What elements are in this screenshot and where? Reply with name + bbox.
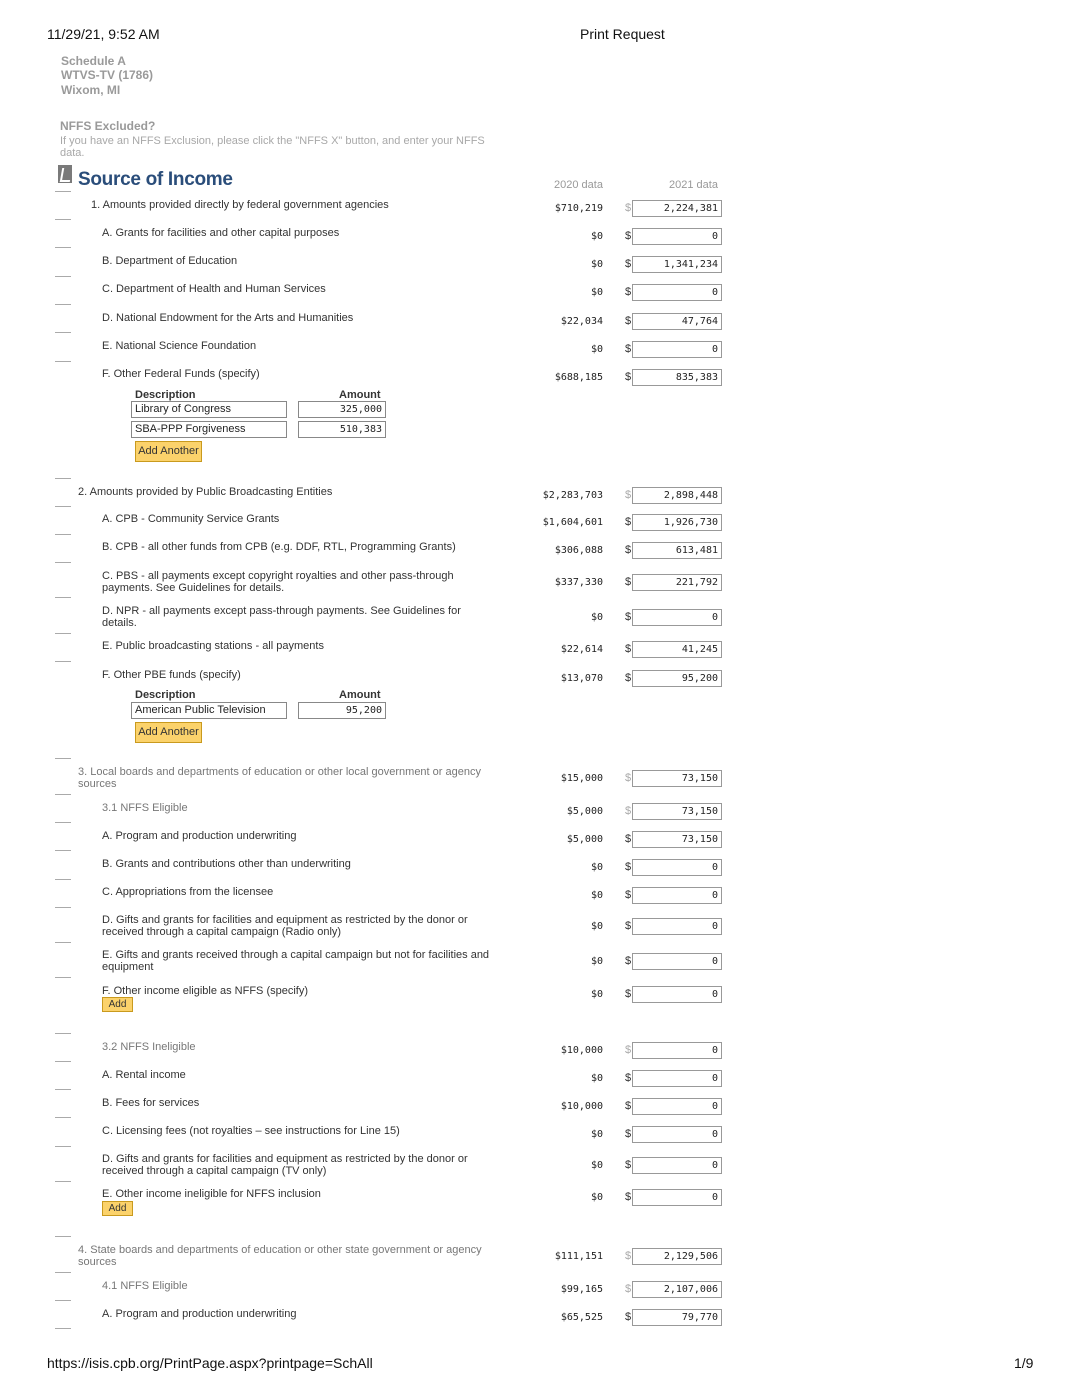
pbe-amount-input-1[interactable]: 95,200 [298,702,386,719]
dollar-sign: $ [625,371,632,383]
dollar-sign: $ [625,833,632,845]
add-nffs-eligible-button[interactable]: Add [102,997,133,1012]
value-2020: $111,151 [554,1251,603,1262]
value-2020: $0 [590,1192,603,1203]
value-2020: $0 [590,1129,603,1140]
dollar-sign: $ [625,343,632,355]
value-2020: $0 [590,1073,603,1084]
dollar-sign: $ [625,1159,632,1171]
row-label: A. Rental income [102,1069,186,1081]
value-2020: $306,088 [554,545,603,556]
dollar-sign: $ [625,286,632,298]
print-datetime: 11/29/21, 9:52 AM [47,26,160,42]
value-2021-input[interactable]: 221,792 [632,574,722,591]
row-label: F. Other Federal Funds (specify) [102,368,260,380]
value-2020: $65,525 [560,1312,603,1323]
value-2020: $0 [590,956,603,967]
value-2021-input[interactable]: 0 [632,918,722,935]
value-2020: $5,000 [566,806,603,817]
pbe-amount-header: Amount [339,689,381,701]
row-collapse-marker [55,977,71,978]
schedule-label: Schedule A [61,54,126,68]
page-number: 1/9 [1014,1355,1034,1371]
value-2020: $0 [590,1160,603,1171]
value-2021-input[interactable]: 1,341,234 [632,256,722,273]
row-label: B. CPB - all other funds from CPB (e.g. DDF, RTL, Programming Grants) [102,541,456,553]
row-collapse-marker [55,1272,71,1273]
row-collapse-marker [55,304,71,305]
federal-desc-header: Description [135,389,196,401]
row-label: 3. Local boards and departments of education or other local government or agency sources [78,766,481,790]
row-label: E. National Science Foundation [102,340,257,352]
value-2021-input[interactable]: 0 [632,986,722,1003]
dollar-sign: $ [625,489,632,501]
row-label: 4.1 NFFS Eligible [102,1280,188,1292]
row-label: D. Gifts and grants for facilities and equipment as restricted by the donor or received through a capital campaign (TV only) [102,1153,468,1177]
row-label: 3.1 NFFS Eligible [102,802,188,814]
value-2021-input[interactable]: 2,129,506 [632,1248,722,1265]
row-collapse-marker [55,661,71,662]
value-2020: $0 [590,921,603,932]
dollar-sign: $ [625,1283,632,1295]
dollar-sign: $ [625,889,632,901]
row-label: 1. Amounts provided directly by federal government agencies [91,199,389,211]
dollar-sign: $ [625,861,632,873]
row-label: A. Program and production underwriting [102,830,297,842]
value-2020: $10,000 [560,1101,603,1112]
row-label: D. Gifts and grants for facilities and equipment as restricted by the donor or received through a capital campaign (Radio only) [102,914,468,938]
row-collapse-marker [55,633,71,634]
value-2020: $22,034 [560,316,603,327]
row-label: B. Fees for services [102,1097,200,1109]
value-2021-input[interactable]: 95,200 [632,670,722,687]
row-label: F. Other income eligible as NFFS (specify) [102,985,309,997]
value-2021-input[interactable]: 79,770 [632,1309,722,1326]
row-collapse-marker [55,1089,71,1090]
value-2021-input[interactable]: 2,107,006 [632,1281,722,1298]
add-another-pbe-button[interactable]: Add Another [135,722,202,743]
row-label: C. Department of Health and Human Services [102,283,326,295]
value-2021-input[interactable]: 0 [632,1042,722,1059]
column-header-2021: 2021 data [669,179,718,191]
row-collapse-marker [55,219,71,220]
dollar-sign: $ [625,516,632,528]
value-2021-input[interactable]: 73,150 [632,831,722,848]
dollar-sign: $ [625,202,632,214]
value-2020: $22,614 [560,644,603,655]
print-url: https://isis.cpb.org/PrintPage.aspx?printpage=SchAll [47,1355,373,1371]
value-2020: $0 [590,989,603,1000]
value-2020: $0 [590,344,603,355]
row-label: E. Gifts and grants received through a capital campaign but not for facilities and equipment [102,949,490,973]
column-header-2020: 2020 data [554,179,603,191]
value-2021-input[interactable]: 613,481 [632,542,722,559]
row-collapse-marker [55,1117,71,1118]
row-collapse-marker [55,247,71,248]
dollar-sign: $ [625,230,632,242]
value-2021-input[interactable]: 0 [632,859,722,876]
pbe-desc-input-1[interactable]: American Public Television [131,702,287,719]
row-label: B. Department of Education [102,255,238,267]
row-collapse-marker [55,478,71,479]
row-label: 3.2 NFFS Ineligible [102,1041,196,1053]
dollar-sign: $ [625,1044,632,1056]
dollar-sign: $ [625,1311,632,1323]
row-label: D. National Endowment for the Arts and Humanities [102,312,354,324]
dollar-sign: $ [625,643,632,655]
value-2020: $0 [590,612,603,623]
value-2021-input[interactable]: 0 [632,228,722,245]
nffs-excluded-question: NFFS Excluded? [60,119,156,133]
row-collapse-marker [55,1300,71,1301]
row-collapse-marker [55,850,71,851]
row-collapse-marker [55,562,71,563]
dollar-sign: $ [625,955,632,967]
value-2021-input[interactable]: 41,245 [632,641,722,658]
row-label: E. Other income ineligible for NFFS inclusion [102,1188,321,1200]
row-label: C. PBS - all payments except copyright royalties and other pass-through payments. See Guidelines for details. [102,570,454,594]
pbe-desc-header: Description [135,689,196,701]
federal-amount-input-1[interactable]: 325,000 [298,401,386,418]
row-collapse-marker [55,1033,71,1034]
row-collapse-marker [55,506,71,507]
value-2020: $15,000 [560,773,603,784]
row-collapse-marker [55,1328,71,1329]
value-2021-input[interactable]: 2,224,381 [632,200,722,217]
dollar-sign: $ [625,544,632,556]
value-2020: $99,165 [560,1284,603,1295]
value-2021-input[interactable]: 0 [632,341,722,358]
dollar-sign: $ [625,1250,632,1262]
dollar-sign: $ [625,672,632,684]
dollar-sign: $ [625,258,632,270]
value-2021-input[interactable]: 47,764 [632,313,722,330]
row-label: C. Licensing fees (not royalties – see instructions for Line 15) [102,1125,400,1137]
dollar-sign: $ [625,1100,632,1112]
value-2021-input[interactable]: 0 [632,953,722,970]
federal-desc-input-1[interactable]: Library of Congress [131,401,287,418]
row-collapse-marker [55,361,71,362]
dollar-sign: $ [625,988,632,1000]
row-collapse-marker [55,276,71,277]
value-2021-input[interactable]: 0 [632,1070,722,1087]
row-collapse-marker [55,332,71,333]
row-collapse-marker [55,1236,71,1237]
federal-amount-input-2[interactable]: 510,383 [298,421,386,438]
row-collapse-marker [55,794,71,795]
row-label: 2. Amounts provided by Public Broadcasting Entities [78,486,333,498]
value-2020: $1,604,601 [542,517,603,528]
row-label: D. NPR - all payments except pass-through payments. See Guidelines for details. [102,605,461,629]
dollar-sign: $ [625,611,632,623]
section-title: Source of Income [78,169,233,190]
value-2020: $5,000 [566,834,603,845]
row-collapse-marker [55,879,71,880]
row-collapse-marker [55,822,71,823]
row-label: E. Public broadcasting stations - all payments [102,640,324,652]
value-2021-input[interactable]: 835,383 [632,369,722,386]
value-2020: $13,070 [560,673,603,684]
row-collapse-marker [55,942,71,943]
value-2020: $0 [590,862,603,873]
row-collapse-marker [55,191,71,192]
row-collapse-marker [55,1146,71,1147]
value-2020: $0 [590,890,603,901]
value-2021-input[interactable]: 0 [632,1157,722,1174]
dollar-sign: $ [625,315,632,327]
value-2020: $0 [590,287,603,298]
nffs-exclusion-note: If you have an NFFS Exclusion, please click the "NFFS X" button, and enter your NFFS data. [60,135,485,159]
value-2020: $2,283,703 [542,490,603,501]
value-2020: $337,330 [554,577,603,588]
add-nffs-ineligible-button[interactable]: Add [102,1201,133,1216]
value-2021-input[interactable]: 0 [632,1098,722,1115]
value-2021-input[interactable]: 0 [632,1126,722,1143]
print-page-title: Print Request [580,26,665,42]
value-2020: $0 [590,231,603,242]
value-2021-input[interactable]: 73,150 [632,803,722,820]
row-label: C. Appropriations from the licensee [102,886,274,898]
add-another-federal-button[interactable]: Add Another [135,441,202,462]
dollar-sign: $ [625,772,632,784]
dollar-sign: $ [625,1072,632,1084]
row-label: A. Program and production underwriting [102,1308,297,1320]
dollar-sign: $ [625,920,632,932]
value-2021-input[interactable]: 73,150 [632,770,722,787]
value-2021-input[interactable]: 0 [632,1189,722,1206]
row-collapse-marker [55,534,71,535]
row-label: B. Grants and contributions other than underwriting [102,858,351,870]
row-collapse-marker [55,758,71,759]
value-2020: $0 [590,259,603,270]
federal-amount-header: Amount [339,389,381,401]
row-collapse-marker [55,1181,71,1182]
row-collapse-marker [55,597,71,598]
row-collapse-marker [55,907,71,908]
federal-desc-input-2[interactable]: SBA-PPP Forgiveness [131,421,287,438]
dollar-sign: $ [625,1191,632,1203]
row-label: A. Grants for facilities and other capital purposes [102,227,340,239]
station-call: WTVS-TV (1786) [61,68,154,82]
dollar-sign: $ [625,805,632,817]
value-2020: $688,185 [554,372,603,383]
value-2021-input[interactable]: 2,898,448 [632,487,722,504]
dollar-sign: $ [625,1128,632,1140]
value-2021-input[interactable]: 0 [632,887,722,904]
row-label: F. Other PBE funds (specify) [102,669,241,681]
checkmark-icon [58,165,72,183]
row-collapse-marker [55,1061,71,1062]
value-2020: $10,000 [560,1045,603,1056]
value-2021-input[interactable]: 1,926,730 [632,514,722,531]
dollar-sign: $ [625,576,632,588]
value-2021-input[interactable]: 0 [632,284,722,301]
value-2020: $710,219 [554,203,603,214]
row-label: A. CPB - Community Service Grants [102,513,280,525]
station-location: Wixom, MI [61,83,121,97]
value-2021-input[interactable]: 0 [632,609,722,626]
row-label: 4. State boards and departments of education or other state government or agency sources [78,1244,482,1268]
